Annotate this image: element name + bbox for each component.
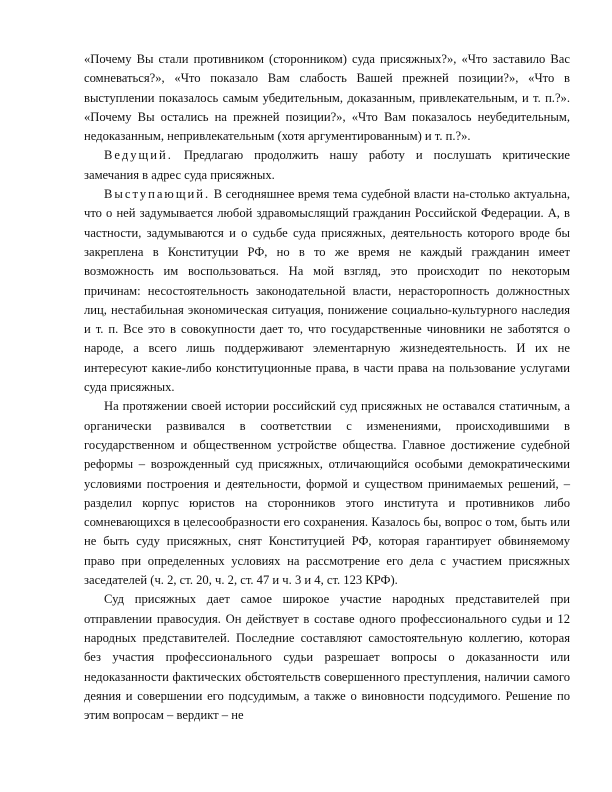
- paragraph-text: Суд присяжных дает самое широкое участие народных представителей при отправлении правосудия. Он действует в составе одного профессионального судьи и 12 народных представителей. Последние составляют самостоятельную коллегию, которая без участия профессионального судьи разрешает вопросы о доказанности или недоказанности фактических обстоятельств совершенного преступления, наличии самого деяния и совершении его подсудимым, а также о виновности подсудимого. Решение по этим вопросам – вердикт – не: [84, 592, 570, 723]
- paragraph-text: Предлагаю продолжить нашу работу и послушать критические замечания в адрес суда присяжных.: [84, 148, 570, 182]
- paragraph-text: На протяжении своей истории российский суд присяжных не оставался статичным, а органически развивался в соответствии с изменениями, происходившими в государственном и общественном устройстве общества. Главное достижение судебной реформы – возрожденный суд присяжных, отличающийся особыми демократическими условиями построения и деятельности, формой и существом принимаемых решений, – разделил корпус юристов на сторонников этого института и противников либо сомневающихся в целесообразности его сохранения. Казалось бы, вопрос о том, быть или не быть суду присяжных, снят Конституцией РФ, которая гарантирует обвиняемому право при определенных условиях на рассмотрение его дела с участием присяжных заседателей (ч. 2, ст. 20, ч. 2, ст. 47 и ч. 3 и 4, ст. 123 КРФ).: [84, 399, 570, 588]
- paragraph-jury: [84, 590, 570, 725]
- paragraph-text: «Почему Вы стали противником (сторонником) суда присяжных?», «Что заставило Вас сомневаться?», «Что показало Вам слабость Вашей прежней позиции?», «Что в выступлении показалось самым убедительным, доказанным, привлекательным, и т. п.?». «Почему Вы остались на прежней позиции?», «Что Вам показалось неубедительным, недоказанным, непривлекательным (хотя аргументированным) и т. п.?».: [84, 52, 570, 144]
- speaker-label: Выступающий.: [104, 187, 211, 202]
- paragraph-host: [84, 146, 570, 185]
- document-page: [84, 50, 570, 725]
- paragraph-questions: [84, 50, 570, 146]
- paragraph-speaker: [84, 185, 570, 397]
- speaker-label: Ведущий.: [104, 148, 173, 163]
- paragraph-text: В сегодняшнее время тема судебной власти на-столько актуальна, что о ней задумывается любой здравомыслящий гражданин Российской Федерации. А, в частности, задумываются и о судьбе суда присяжных, деятельность которого вроде бы закреплена в Конституции РФ, но в то же время не каждый гражданин имеет возможность им воспользоваться. На мой взгляд, это происходит по некоторым причинам: несостоятельность законодательной власти, нерасторопность должностных лиц, нестабильная экономическая ситуация, понижение социально-культурного наследия и т. п. Все это в совокупности дает то, что государственные чиновники не заботятся о народе, а всего лишь поддерживают элементарную жизнедеятельность. И их не интересуют какие-либо конституционные права, в части права на пользование услугами суда присяжных.: [84, 187, 570, 395]
- paragraph-history: [84, 397, 570, 590]
